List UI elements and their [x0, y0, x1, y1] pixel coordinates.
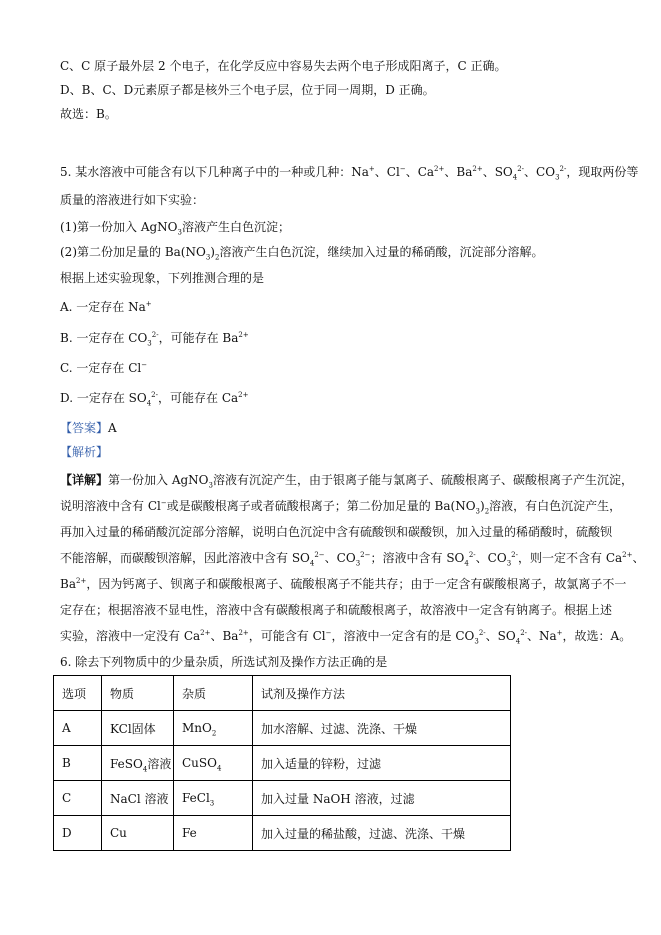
column-header: 选项 — [54, 676, 102, 711]
superscript: 2+ — [238, 629, 249, 637]
text-run: 溶液有沉淀产生，由于银离子能与氯离子、硫酸根离子、碳酸根离子产生沉淀， — [213, 473, 634, 487]
table-cell — [54, 816, 102, 851]
text-run: C — [62, 791, 72, 805]
text-line — [60, 360, 147, 376]
text-run: B. 一定存在 CO — [60, 331, 148, 345]
text-line — [60, 270, 264, 286]
text-run: D — [62, 826, 72, 840]
superscript: + — [556, 629, 563, 637]
subscript: 4 — [146, 399, 152, 408]
text-run: 、Ca — [405, 165, 435, 179]
text-line — [60, 628, 631, 644]
table-cell — [174, 781, 253, 816]
table-cell — [54, 746, 102, 781]
text-run: 加水溶解、过滤、洗涤、干燥 — [261, 721, 418, 736]
subscript: 4 — [142, 764, 148, 773]
subscript: 3 — [355, 559, 361, 568]
text-line — [60, 82, 435, 98]
text-run: 【详解】 — [60, 473, 109, 487]
text-run: 、Ba — [210, 629, 239, 643]
text-line — [60, 524, 612, 540]
table-row — [54, 711, 511, 746]
subscript: 4 — [515, 637, 521, 646]
text-run: A — [108, 421, 117, 435]
subscript: 4 — [309, 559, 315, 568]
text-run: 加入过量的稀盐酸，过滤、洗涤、干燥 — [261, 826, 466, 841]
column-header: 物质 — [102, 676, 174, 711]
text-run: 根据上述实验现象，下列推测合理的是 — [60, 271, 265, 285]
subscript: 4 — [512, 173, 518, 182]
text-run: 或是碳酸根离子或者硫酸根离子；第二份加足量的 Ba(NO — [166, 499, 476, 513]
text-run: B — [62, 756, 71, 770]
superscript: 2+ — [472, 165, 483, 173]
table-cell — [253, 711, 511, 746]
text-line — [60, 390, 248, 406]
text-line — [60, 420, 117, 436]
text-line — [60, 192, 204, 208]
superscript: 2− — [314, 551, 325, 559]
text-run: ，可能存在 Ca — [158, 391, 239, 405]
text-run: 【解析】 — [60, 445, 109, 459]
text-line — [60, 654, 387, 670]
subscript: 4 — [216, 764, 222, 773]
text-run: 6. 除去下列物质中的少量杂质，所选试剂及操作方法正确的是 — [60, 655, 388, 669]
superscript: 2- — [559, 165, 567, 173]
text-run: 加入过量 NaOH 溶液，过滤 — [261, 791, 415, 806]
text-line — [60, 498, 621, 514]
text-run: 、 — [632, 551, 645, 565]
text-line — [60, 219, 290, 235]
text-run: 质量的溶液进行如下实验： — [60, 193, 205, 207]
text-run: 、Na — [527, 629, 557, 643]
subscript: 3 — [147, 339, 152, 348]
text-run: 溶液 — [147, 756, 172, 771]
table-header-row — [54, 676, 511, 711]
superscript: + — [145, 300, 152, 308]
text-run: Fe — [182, 826, 197, 840]
superscript: + — [368, 165, 375, 173]
text-run: Ba — [60, 577, 76, 591]
text-run: 、CO — [324, 551, 356, 565]
table-cell — [102, 746, 174, 781]
superscript: − — [325, 629, 332, 637]
text-run: ，因为钙离子、钡离子和碳酸根离子、硫酸根离子不能共存；由于一定含有碳酸根离子，故氯离子不一 — [86, 577, 627, 591]
text-run: ，可能含有 Cl — [248, 629, 326, 643]
superscript: 2- — [151, 331, 159, 339]
subscript: 3 — [555, 173, 560, 182]
superscript: − — [399, 165, 406, 173]
subscript: 3 — [475, 507, 480, 516]
table-cell — [54, 781, 102, 816]
text-run: CuSO — [182, 756, 217, 770]
text-run: ；溶液中含有 SO — [370, 551, 465, 565]
text-line — [60, 330, 249, 346]
table-cell — [253, 816, 511, 851]
text-run: 溶液，有白色沉淀产生， — [489, 499, 622, 513]
text-run: 5. 某水溶液中可能含有以下几种离子中的一种或几种：Na — [60, 165, 369, 179]
superscript: 2+ — [238, 391, 249, 399]
table-cell — [253, 781, 511, 816]
text-line — [60, 602, 612, 618]
text-run: 、CO — [524, 165, 556, 179]
superscript: 2- — [151, 391, 158, 399]
superscript: 2- — [517, 165, 525, 173]
text-run: 、Cl — [374, 165, 400, 179]
text-run: FeCl — [182, 791, 210, 805]
superscript: 2- — [478, 629, 486, 637]
subscript: 2 — [214, 253, 220, 262]
table-cell — [102, 816, 174, 851]
text-line — [60, 164, 638, 180]
text-run: MnO — [182, 721, 212, 735]
subscript: 3 — [208, 481, 213, 490]
superscript: − — [160, 499, 167, 507]
subscript: 3 — [177, 228, 182, 237]
purification-table — [53, 675, 511, 851]
text-line — [60, 244, 543, 260]
superscript: 2+ — [238, 331, 249, 339]
text-run: 不能溶解，而碳酸钡溶解，因此溶液中含有 SO — [60, 551, 310, 565]
text-run: D、B、C、D元素原子都是核外三个电子层，位于同一周期，D 正确。 — [60, 83, 435, 97]
text-run: 定存在；根据溶液不显电性，溶液中含有碳酸根离子和硫酸根离子，故溶液中一定含有钠离子。根据上述 — [60, 603, 613, 617]
text-run: NaCl 溶液 — [110, 791, 169, 806]
text-run: ，则一定不含有 Ca — [518, 551, 623, 565]
text-run: KCl固体 — [110, 721, 156, 736]
superscript: 2+ — [75, 577, 87, 585]
table-cell — [253, 746, 511, 781]
subscript: 3 — [506, 559, 512, 568]
text-line — [60, 472, 633, 488]
text-run: A — [62, 721, 71, 735]
text-line — [60, 444, 108, 460]
table-cell — [174, 746, 253, 781]
subscript: 3 — [209, 799, 215, 808]
subscript: 3 — [474, 637, 479, 646]
superscript: 2+ — [622, 551, 633, 559]
subscript: 3 — [205, 253, 211, 262]
table-cell — [174, 711, 253, 746]
subscript: 2 — [211, 729, 217, 738]
superscript: 2+ — [200, 629, 211, 637]
table-row — [54, 781, 511, 816]
subscript: 2 — [484, 507, 490, 516]
superscript: 2- — [468, 551, 476, 559]
table-row — [54, 746, 511, 781]
text-run: 加入适量的锌粉，过滤 — [261, 756, 382, 771]
superscript: − — [141, 361, 148, 369]
text-run: 第一份加入 AgNO — [108, 473, 209, 487]
text-line — [60, 576, 626, 592]
text-run: C. 一定存在 Cl — [60, 361, 142, 375]
table-cell — [102, 781, 174, 816]
superscript: 2− — [360, 551, 371, 559]
table-cell — [102, 711, 174, 746]
text-run: (1)第一份加入 AgNO — [60, 220, 178, 234]
text-run: ，可能存在 Ba — [158, 331, 239, 345]
table-cell — [174, 816, 253, 851]
text-run: 实验，溶液中一定没有 Ca — [60, 629, 201, 643]
text-line — [60, 106, 117, 122]
text-run: Cu — [110, 826, 127, 840]
text-run: ，故选：A。 — [562, 629, 632, 643]
text-run: (2)第二份加足量的 Ba(NO — [60, 245, 206, 259]
column-header: 试剂及操作方法 — [253, 676, 511, 711]
text-run: 再加入过量的稀硝酸沉淀部分溶解，说明白色沉淀中含有硫酸钡和碳酸钡，加入过量的稀硝酸时，硫酸钡 — [60, 525, 613, 539]
text-run: ) — [210, 245, 215, 259]
text-line — [60, 299, 152, 315]
superscript: 2- — [520, 629, 528, 637]
text-run: 【答案】 — [60, 421, 109, 435]
text-run: 、SO — [482, 165, 513, 179]
subscript: 4 — [464, 559, 469, 568]
text-run: 说明溶液中含有 Cl — [60, 499, 161, 513]
superscript: 2- — [511, 551, 518, 559]
text-run: FeSO — [110, 756, 143, 771]
text-run: 、SO — [485, 629, 516, 643]
text-run: ，溶液中一定含有的是 CO — [331, 629, 475, 643]
text-line — [60, 550, 645, 566]
table-row — [54, 816, 511, 851]
text-run: C、C 原子最外层 2 个电子，在化学反应中容易失去两个电子形成阳离子，C 正确。 — [60, 59, 507, 73]
text-run: A. 一定存在 Na — [60, 300, 146, 314]
text-run: D. 一定存在 SO — [60, 391, 147, 405]
superscript: 2+ — [434, 165, 445, 173]
text-run: 故选：B。 — [60, 107, 117, 121]
text-run: 溶液产生白色沉淀，继续加入过量的稀硝酸，沉淀部分溶解。 — [219, 245, 544, 259]
column-header: 杂质 — [174, 676, 253, 711]
table-cell — [54, 711, 102, 746]
text-run: ) — [480, 499, 485, 513]
text-line — [60, 58, 506, 74]
text-run: 、Ba — [444, 165, 473, 179]
text-run: 溶液产生白色沉淀； — [181, 220, 290, 234]
text-run: 、CO — [475, 551, 507, 565]
text-run: ，现取两份等 — [566, 165, 639, 179]
